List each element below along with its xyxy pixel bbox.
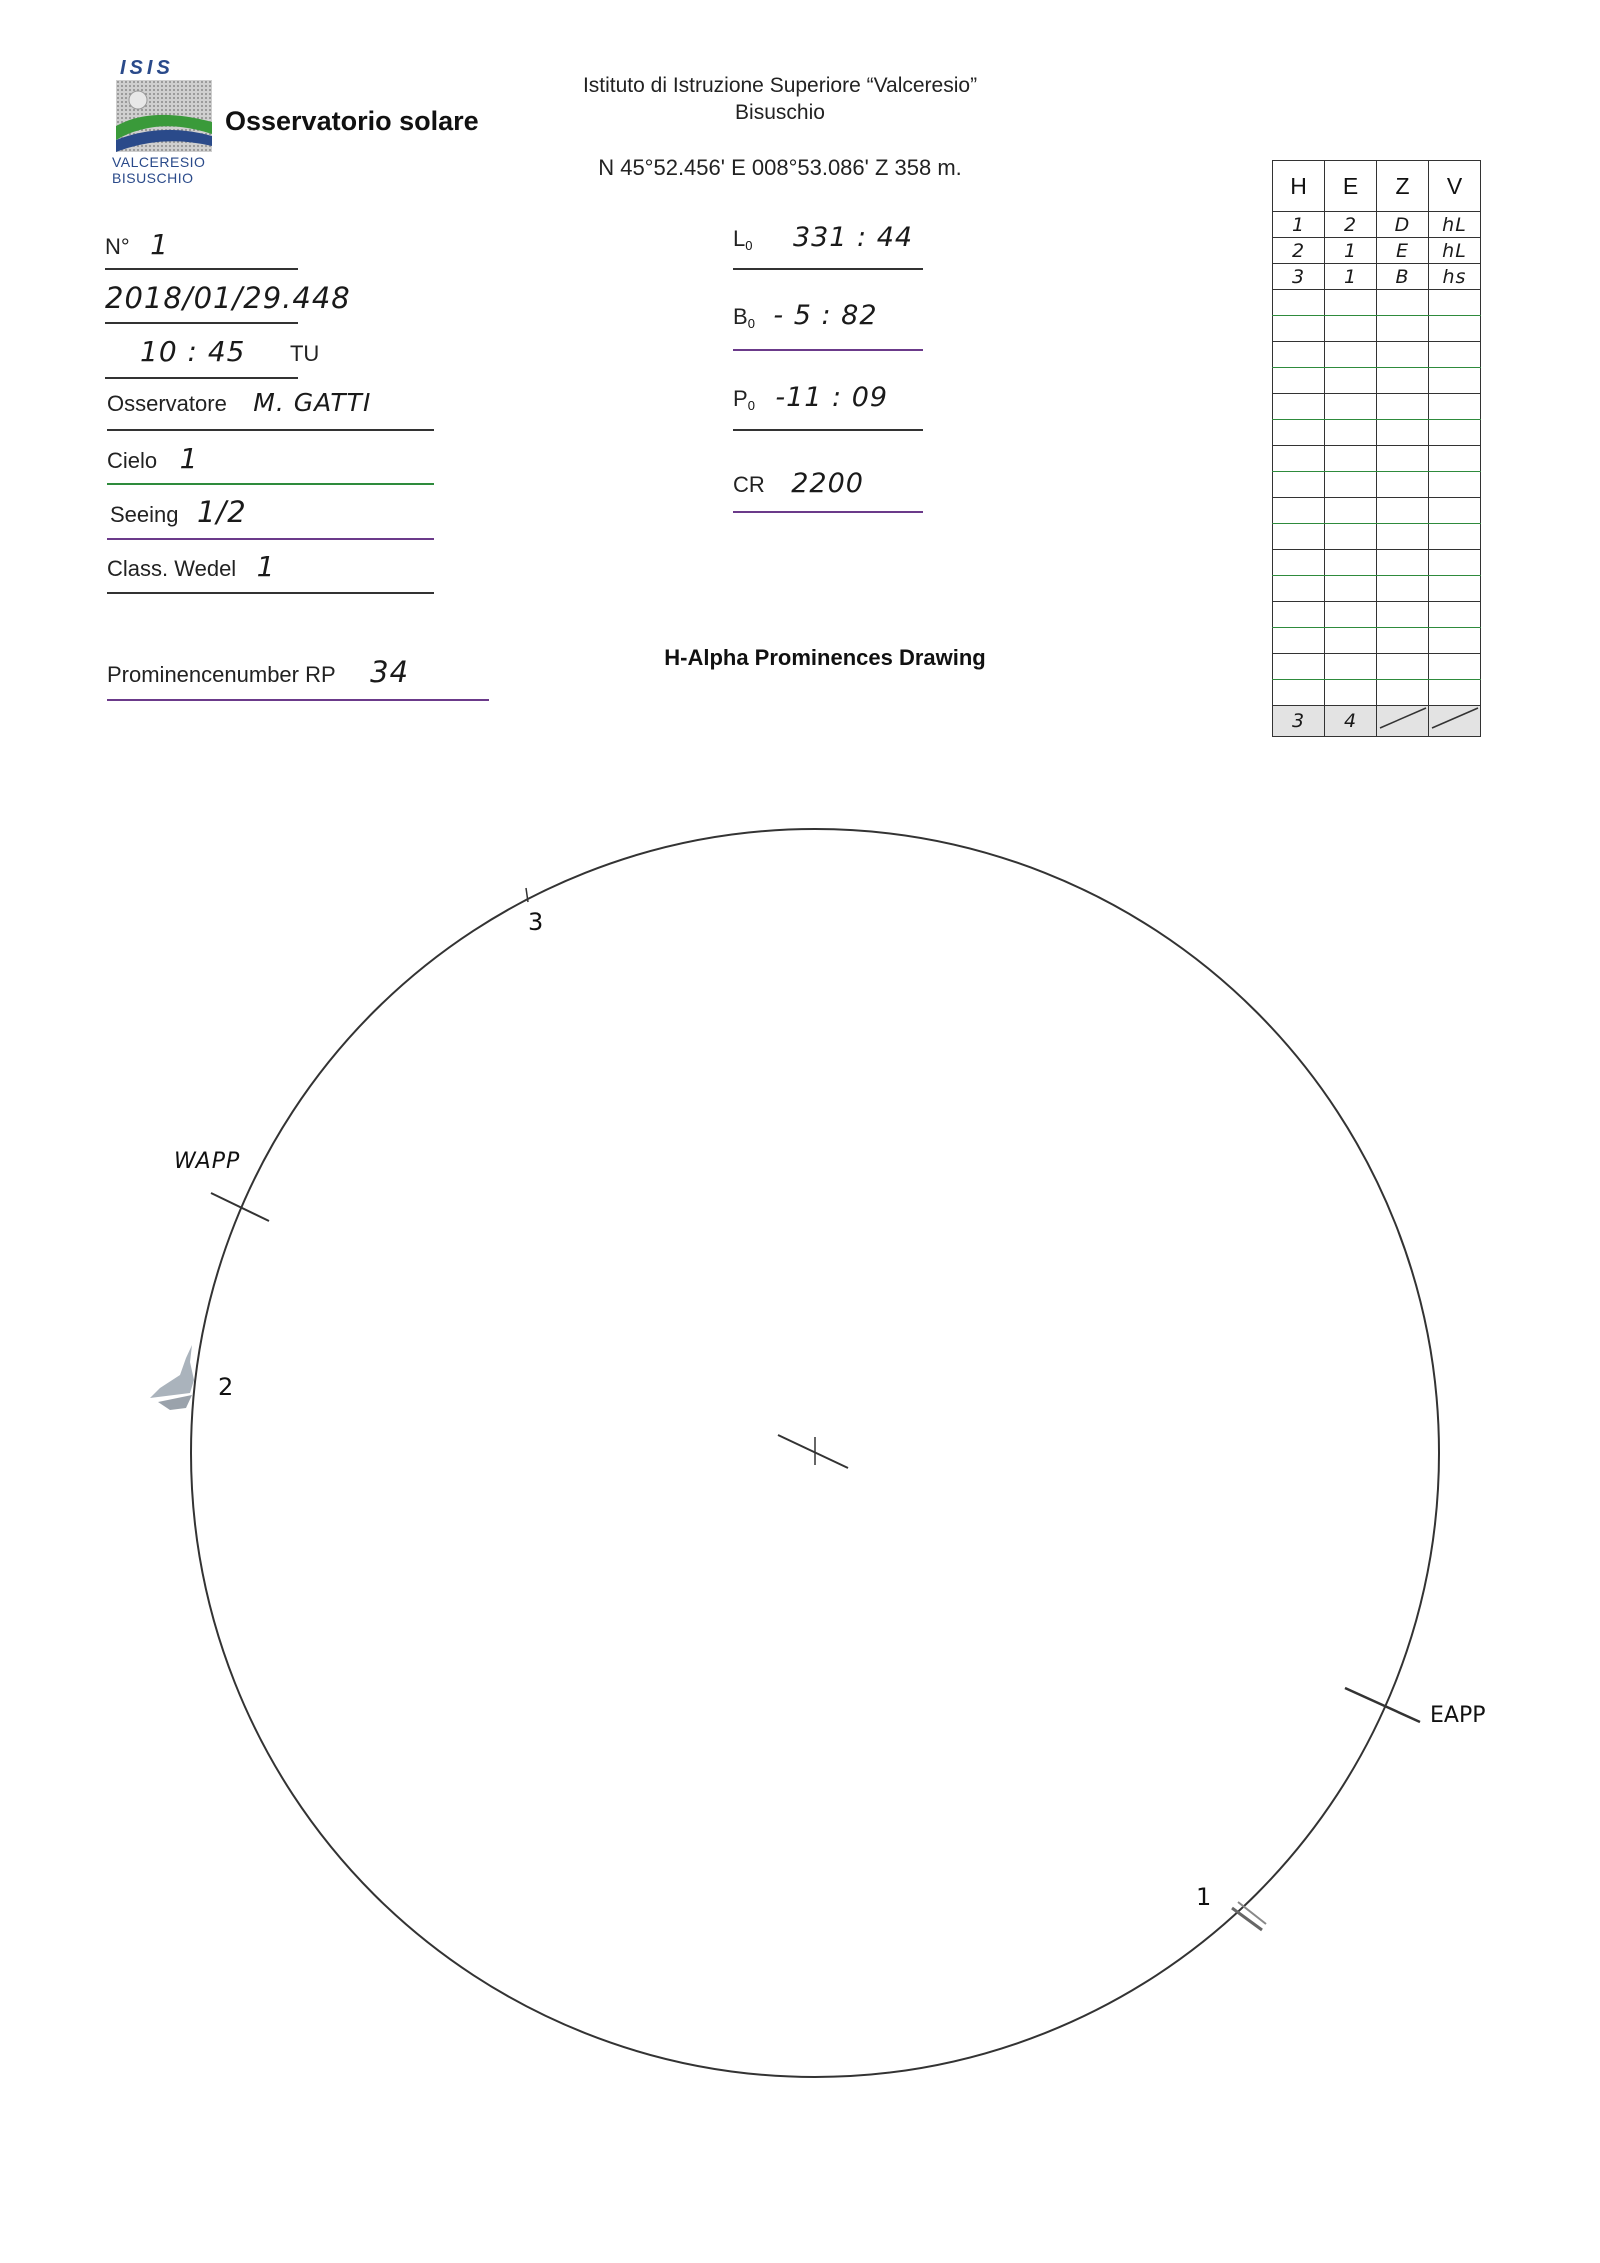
date-value: 2018/01/29.448: [105, 281, 351, 315]
wedel-field: [107, 550, 275, 583]
table-cell: [1429, 628, 1481, 654]
seeing-label: Seeing: [110, 502, 179, 527]
table-row: [1273, 550, 1481, 576]
table-header-row: [1273, 161, 1481, 212]
empty-rows: [1273, 290, 1481, 706]
b0-value: - 5 : 82: [773, 300, 878, 331]
table-cell: [1377, 342, 1429, 368]
table-cell: [1429, 550, 1481, 576]
table-cell: B: [1377, 264, 1429, 290]
table-cell: [1429, 394, 1481, 420]
sky-value: 1: [179, 442, 199, 475]
p0-subscript: 0: [747, 398, 755, 414]
table-cell: [1325, 290, 1377, 316]
table-cell: [1325, 576, 1377, 602]
sky-field: [107, 442, 198, 475]
table-cell: [1429, 290, 1481, 316]
table-cell: [1325, 602, 1377, 628]
table-cell: [1429, 342, 1481, 368]
table-header-e: E: [1325, 161, 1377, 212]
prominence-number-value: 34: [370, 655, 410, 689]
table-row: [1273, 420, 1481, 446]
prominence-2-label: 2: [218, 1373, 234, 1401]
cr-rule: [733, 511, 923, 513]
seeing-value: 1/2: [196, 495, 247, 529]
logo-subtitle-bisuschio: BISUSCHIO: [112, 170, 194, 186]
table-cell: hL: [1429, 212, 1481, 238]
table-cell: [1377, 394, 1429, 420]
table-cell: [1429, 446, 1481, 472]
number-field: [105, 228, 169, 261]
total-z-crossed: [1377, 706, 1429, 737]
total-e: 4: [1325, 706, 1377, 737]
table-cell: [1273, 498, 1325, 524]
table-cell: [1273, 524, 1325, 550]
table-cell: [1377, 550, 1429, 576]
table-cell: [1273, 368, 1325, 394]
table-cell: [1273, 550, 1325, 576]
table-cell: [1325, 420, 1377, 446]
table-cell: [1377, 420, 1429, 446]
w-app-label: WAPP: [174, 1149, 241, 1174]
seeing-field: [110, 495, 247, 529]
table-cell: 1: [1325, 238, 1377, 264]
table-cell: [1325, 342, 1377, 368]
cr-field: [733, 468, 864, 499]
table-cell: [1325, 368, 1377, 394]
table-cell: [1273, 654, 1325, 680]
p0-field: [733, 382, 888, 413]
table-row: [1273, 498, 1481, 524]
table-header-v: V: [1429, 161, 1481, 212]
table-row: [1273, 212, 1481, 238]
east-apparent-marker: [1345, 1688, 1485, 1728]
b0-field: [733, 300, 878, 331]
sky-label: Cielo: [107, 448, 158, 473]
p0-label: P: [733, 386, 748, 411]
table-cell: [1325, 446, 1377, 472]
table-cell: [1429, 576, 1481, 602]
number-value: 1: [150, 228, 169, 261]
disk-center-cross-icon: [778, 1435, 848, 1468]
table-row: [1273, 368, 1481, 394]
isis-logo-icon: [112, 56, 217, 156]
table-row: [1273, 576, 1481, 602]
table-cell: hs: [1429, 264, 1481, 290]
table-cell: [1325, 628, 1377, 654]
table-cell: [1273, 680, 1325, 706]
time-rule: [105, 377, 298, 379]
prominence-number-label: Prominencenumber RP: [107, 662, 336, 687]
table-row: [1273, 628, 1481, 654]
strike-icon: [1430, 706, 1480, 730]
time-unit: TU: [289, 341, 320, 366]
date-rule: [105, 322, 298, 324]
table-cell: [1273, 446, 1325, 472]
drawing-title: H-Alpha Prominences Drawing: [664, 645, 986, 670]
table-cell: [1273, 602, 1325, 628]
table-cell: [1429, 368, 1481, 394]
prominence-1: [1196, 1883, 1266, 1930]
table-cell: [1429, 316, 1481, 342]
table-row: [1273, 524, 1481, 550]
table-header-h: H: [1273, 161, 1325, 212]
wedel-rule: [107, 592, 434, 594]
total-v-crossed: [1429, 706, 1481, 737]
wedel-label: Class. Wedel: [107, 556, 237, 581]
table-cell: [1377, 576, 1429, 602]
table-cell: [1273, 576, 1325, 602]
l0-label: L: [733, 226, 746, 251]
table-cell: [1377, 680, 1429, 706]
table-cell: [1325, 524, 1377, 550]
table-cell: [1325, 550, 1377, 576]
table-row: [1273, 290, 1481, 316]
logo-lettering: ISIS: [120, 57, 174, 79]
number-rule: [105, 268, 298, 270]
table-row: [1273, 316, 1481, 342]
table-cell: 1: [1273, 212, 1325, 238]
observer-value: M. GATTI: [253, 388, 372, 417]
table-total-row: [1273, 706, 1481, 737]
table-header-z: Z: [1377, 161, 1429, 212]
table-cell: 2: [1273, 238, 1325, 264]
table-cell: [1273, 316, 1325, 342]
l0-value: 331 : 44: [792, 222, 914, 253]
sky-rule: [107, 483, 434, 485]
e-app-label: EAPP: [1430, 1703, 1486, 1728]
table-row: [1273, 342, 1481, 368]
p0-value: -11 : 09: [775, 382, 889, 413]
table-cell: [1377, 602, 1429, 628]
number-label: N°: [105, 234, 130, 259]
table-cell: [1273, 394, 1325, 420]
prominence-1-label: 1: [1196, 1883, 1212, 1911]
table-cell: [1429, 680, 1481, 706]
prominence-3-label: 3: [528, 908, 544, 936]
table-cell: [1429, 654, 1481, 680]
solar-disk-drawing: [0, 780, 1600, 2180]
observer-field: [107, 388, 371, 417]
table-row: [1273, 264, 1481, 290]
table-cell: [1429, 420, 1481, 446]
prominence-number-rule: [107, 699, 489, 701]
table-cell: [1377, 368, 1429, 394]
table-cell: [1377, 446, 1429, 472]
observer-label: Osservatore: [107, 391, 227, 416]
logo-subtitle-valceresio: VALCERESIO: [112, 154, 206, 170]
total-h: 3: [1273, 706, 1325, 737]
table-cell: 3: [1273, 264, 1325, 290]
cr-value: 2200: [791, 468, 864, 499]
prominence-number-field: [107, 655, 409, 689]
table-cell: [1429, 524, 1481, 550]
institute-name: Istituto di Istruzione Superiore “Valceresio”: [582, 74, 978, 97]
b0-subscript: 0: [747, 316, 755, 332]
seeing-rule: [107, 538, 434, 540]
prominence-summary-table: [1272, 160, 1481, 737]
table-cell: [1429, 602, 1481, 628]
table-cell: [1325, 654, 1377, 680]
l0-field: [733, 222, 913, 253]
table-cell: [1377, 472, 1429, 498]
table-cell: [1325, 498, 1377, 524]
table-cell: [1273, 472, 1325, 498]
table-cell: [1377, 628, 1429, 654]
table-cell: D: [1377, 212, 1429, 238]
west-apparent-marker: [174, 1149, 269, 1221]
table-row: [1273, 602, 1481, 628]
table-row: [1273, 654, 1481, 680]
observatory-coordinates: N 45°52.456' E 008°53.086' Z 358 m.: [598, 155, 962, 180]
table-cell: [1325, 472, 1377, 498]
table-cell: [1273, 342, 1325, 368]
b0-rule: [733, 349, 923, 351]
l0-rule: [733, 268, 923, 270]
strike-icon: [1378, 706, 1428, 730]
table-row: [1273, 394, 1481, 420]
table-row: [1273, 446, 1481, 472]
table-cell: [1325, 394, 1377, 420]
table-cell: [1325, 316, 1377, 342]
institute-city: Bisuschio: [735, 101, 825, 124]
table-cell: 2: [1325, 212, 1377, 238]
table-cell: [1377, 498, 1429, 524]
time-field: [140, 335, 319, 368]
table-cell: [1325, 680, 1377, 706]
wedel-value: 1: [256, 550, 276, 583]
table-cell: hL: [1429, 238, 1481, 264]
observer-rule: [107, 429, 434, 431]
table-cell: [1377, 316, 1429, 342]
table-cell: 1: [1325, 264, 1377, 290]
l0-subscript: 0: [745, 238, 753, 254]
time-value: 10 : 45: [140, 335, 246, 368]
b0-label: B: [733, 304, 748, 329]
table-cell: [1377, 290, 1429, 316]
table-cell: [1377, 654, 1429, 680]
table-row: [1273, 238, 1481, 264]
observatory-title: Osservatorio solare: [225, 106, 479, 136]
table-cell: [1273, 628, 1325, 654]
table-cell: [1273, 420, 1325, 446]
table-cell: E: [1377, 238, 1429, 264]
table-cell: [1429, 472, 1481, 498]
table-cell: [1377, 524, 1429, 550]
p0-rule: [733, 429, 923, 431]
cr-label: CR: [733, 472, 765, 497]
table-cell: [1273, 290, 1325, 316]
table-row: [1273, 472, 1481, 498]
prominence-2: [150, 1345, 233, 1410]
table-cell: [1429, 498, 1481, 524]
table-row: [1273, 680, 1481, 706]
